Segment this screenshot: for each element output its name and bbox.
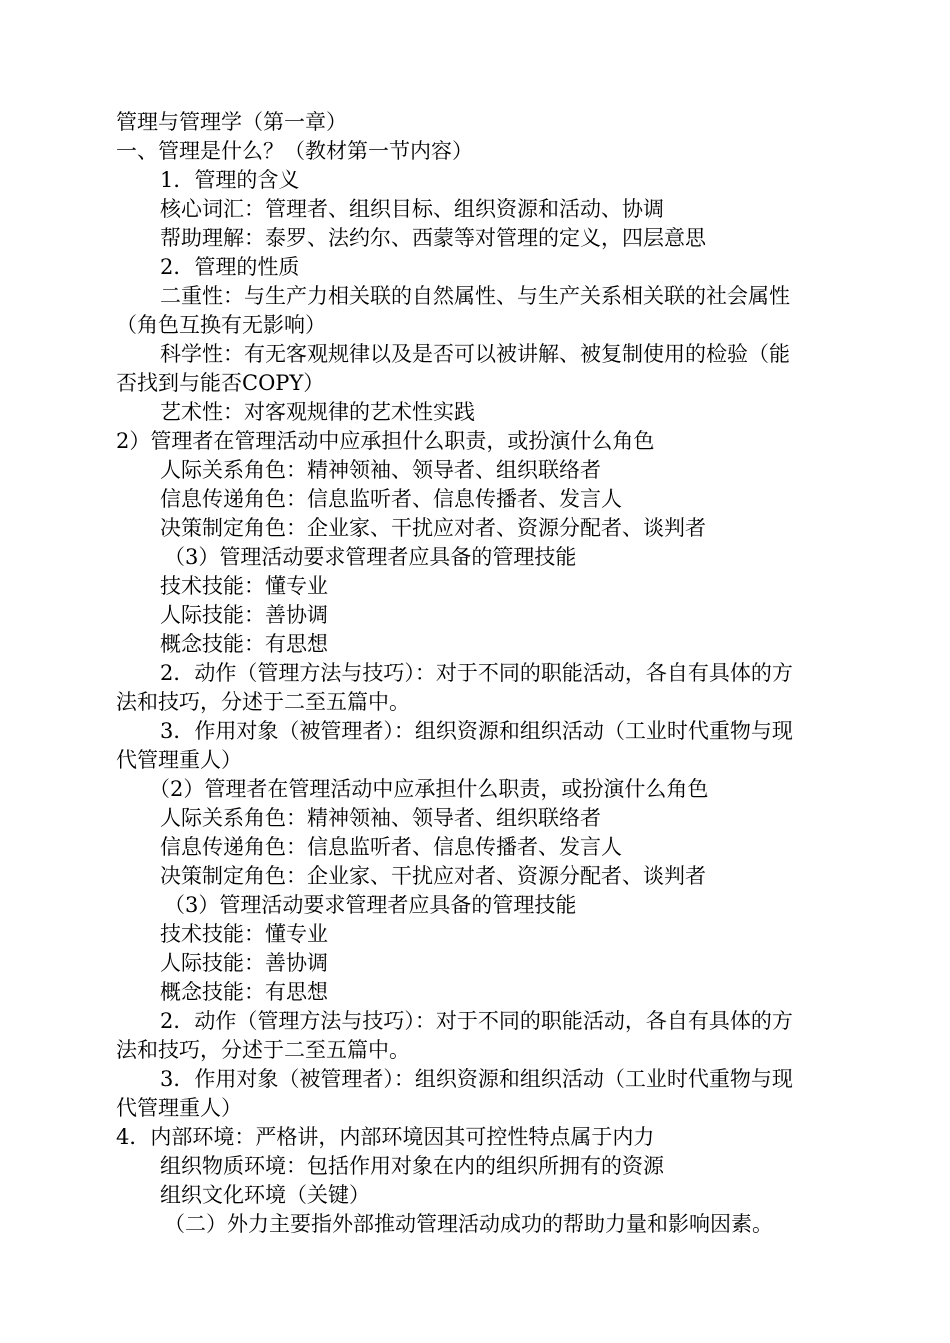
- text-line: 技术技能：懂专业: [160, 574, 328, 598]
- text-line: 科学性：有无客观规律以及是否可以被讲解、被复制使用的检验（能: [160, 342, 790, 366]
- text-line: 帮助理解：泰罗、法约尔、西蒙等对管理的定义，四层意思: [160, 226, 706, 250]
- text-line: 决策制定角色：企业家、干扰应对者、资源分配者、谈判者: [160, 864, 706, 888]
- text-line: 法和技巧，分述于二至五篇中。: [116, 690, 410, 714]
- text-line: 代管理重人）: [116, 1096, 242, 1120]
- text-line: （2）管理者在管理活动中应承担什么职责，或扮演什么角色: [149, 777, 709, 801]
- text-line: （3）管理活动要求管理者应具备的管理技能: [164, 545, 577, 569]
- text-line: 4．内部环境：严格讲，内部环境因其可控性特点属于内力: [116, 1125, 655, 1149]
- text-line: 代管理重人）: [116, 748, 242, 772]
- text-line: 艺术性：对客观规律的艺术性实践: [160, 400, 475, 424]
- text-line: 组织文化环境（关键）: [160, 1183, 370, 1207]
- text-line: 决策制定角色：企业家、干扰应对者、资源分配者、谈判者: [160, 516, 706, 540]
- text-line: 信息传递角色：信息监听者、信息传播者、发言人: [160, 835, 622, 859]
- text-line: 1．管理的含义: [160, 168, 300, 192]
- text-line: （二）外力主要指外部推动管理活动成功的帮助力量和影响因素。: [164, 1212, 773, 1236]
- text-line: 否找到与能否COPY）: [116, 371, 325, 395]
- text-line: （3）管理活动要求管理者应具备的管理技能: [164, 893, 577, 917]
- text-line: 人际关系角色：精神领袖、领导者、组织联络者: [160, 458, 601, 482]
- text-line: 一、管理是什么？（教材第一节内容）: [116, 139, 473, 163]
- text-line: 技术技能：懂专业: [160, 922, 328, 946]
- text-line: 管理与管理学（第一章）: [116, 110, 347, 134]
- text-line: 2．动作（管理方法与技巧）：对于不同的职能活动，各自有具体的方: [160, 1009, 793, 1033]
- text-line: （角色互换有无影响）: [116, 313, 326, 337]
- text-line: 2．动作（管理方法与技巧）：对于不同的职能活动，各自有具体的方: [160, 661, 793, 685]
- document-body: [116, 108, 840, 1239]
- text-line: 3．作用对象（被管理者）：组织资源和组织活动（工业时代重物与现: [160, 719, 793, 743]
- text-line: 人际技能：善协调: [160, 603, 328, 627]
- text-line: 法和技巧，分述于二至五篇中。: [116, 1038, 410, 1062]
- text-line: 2．管理的性质: [160, 255, 300, 279]
- text-line: 组织物质环境：包括作用对象在内的组织所拥有的资源: [160, 1154, 664, 1178]
- text-line: 3．作用对象（被管理者）：组织资源和组织活动（工业时代重物与现: [160, 1067, 793, 1091]
- text-line: 2）管理者在管理活动中应承担什么职责，或扮演什么角色: [116, 429, 655, 453]
- text-line: 人际技能：善协调: [160, 951, 328, 975]
- text-line: 人际关系角色：精神领袖、领导者、组织联络者: [160, 806, 601, 830]
- text-line: 信息传递角色：信息监听者、信息传播者、发言人: [160, 487, 622, 511]
- text-line: 二重性：与生产力相关联的自然属性、与生产关系相关联的社会属性: [160, 284, 790, 308]
- text-line: 核心词汇：管理者、组织目标、组织资源和活动、协调: [160, 197, 664, 221]
- text-line: 概念技能：有思想: [160, 632, 328, 656]
- text-line: 概念技能：有思想: [160, 980, 328, 1004]
